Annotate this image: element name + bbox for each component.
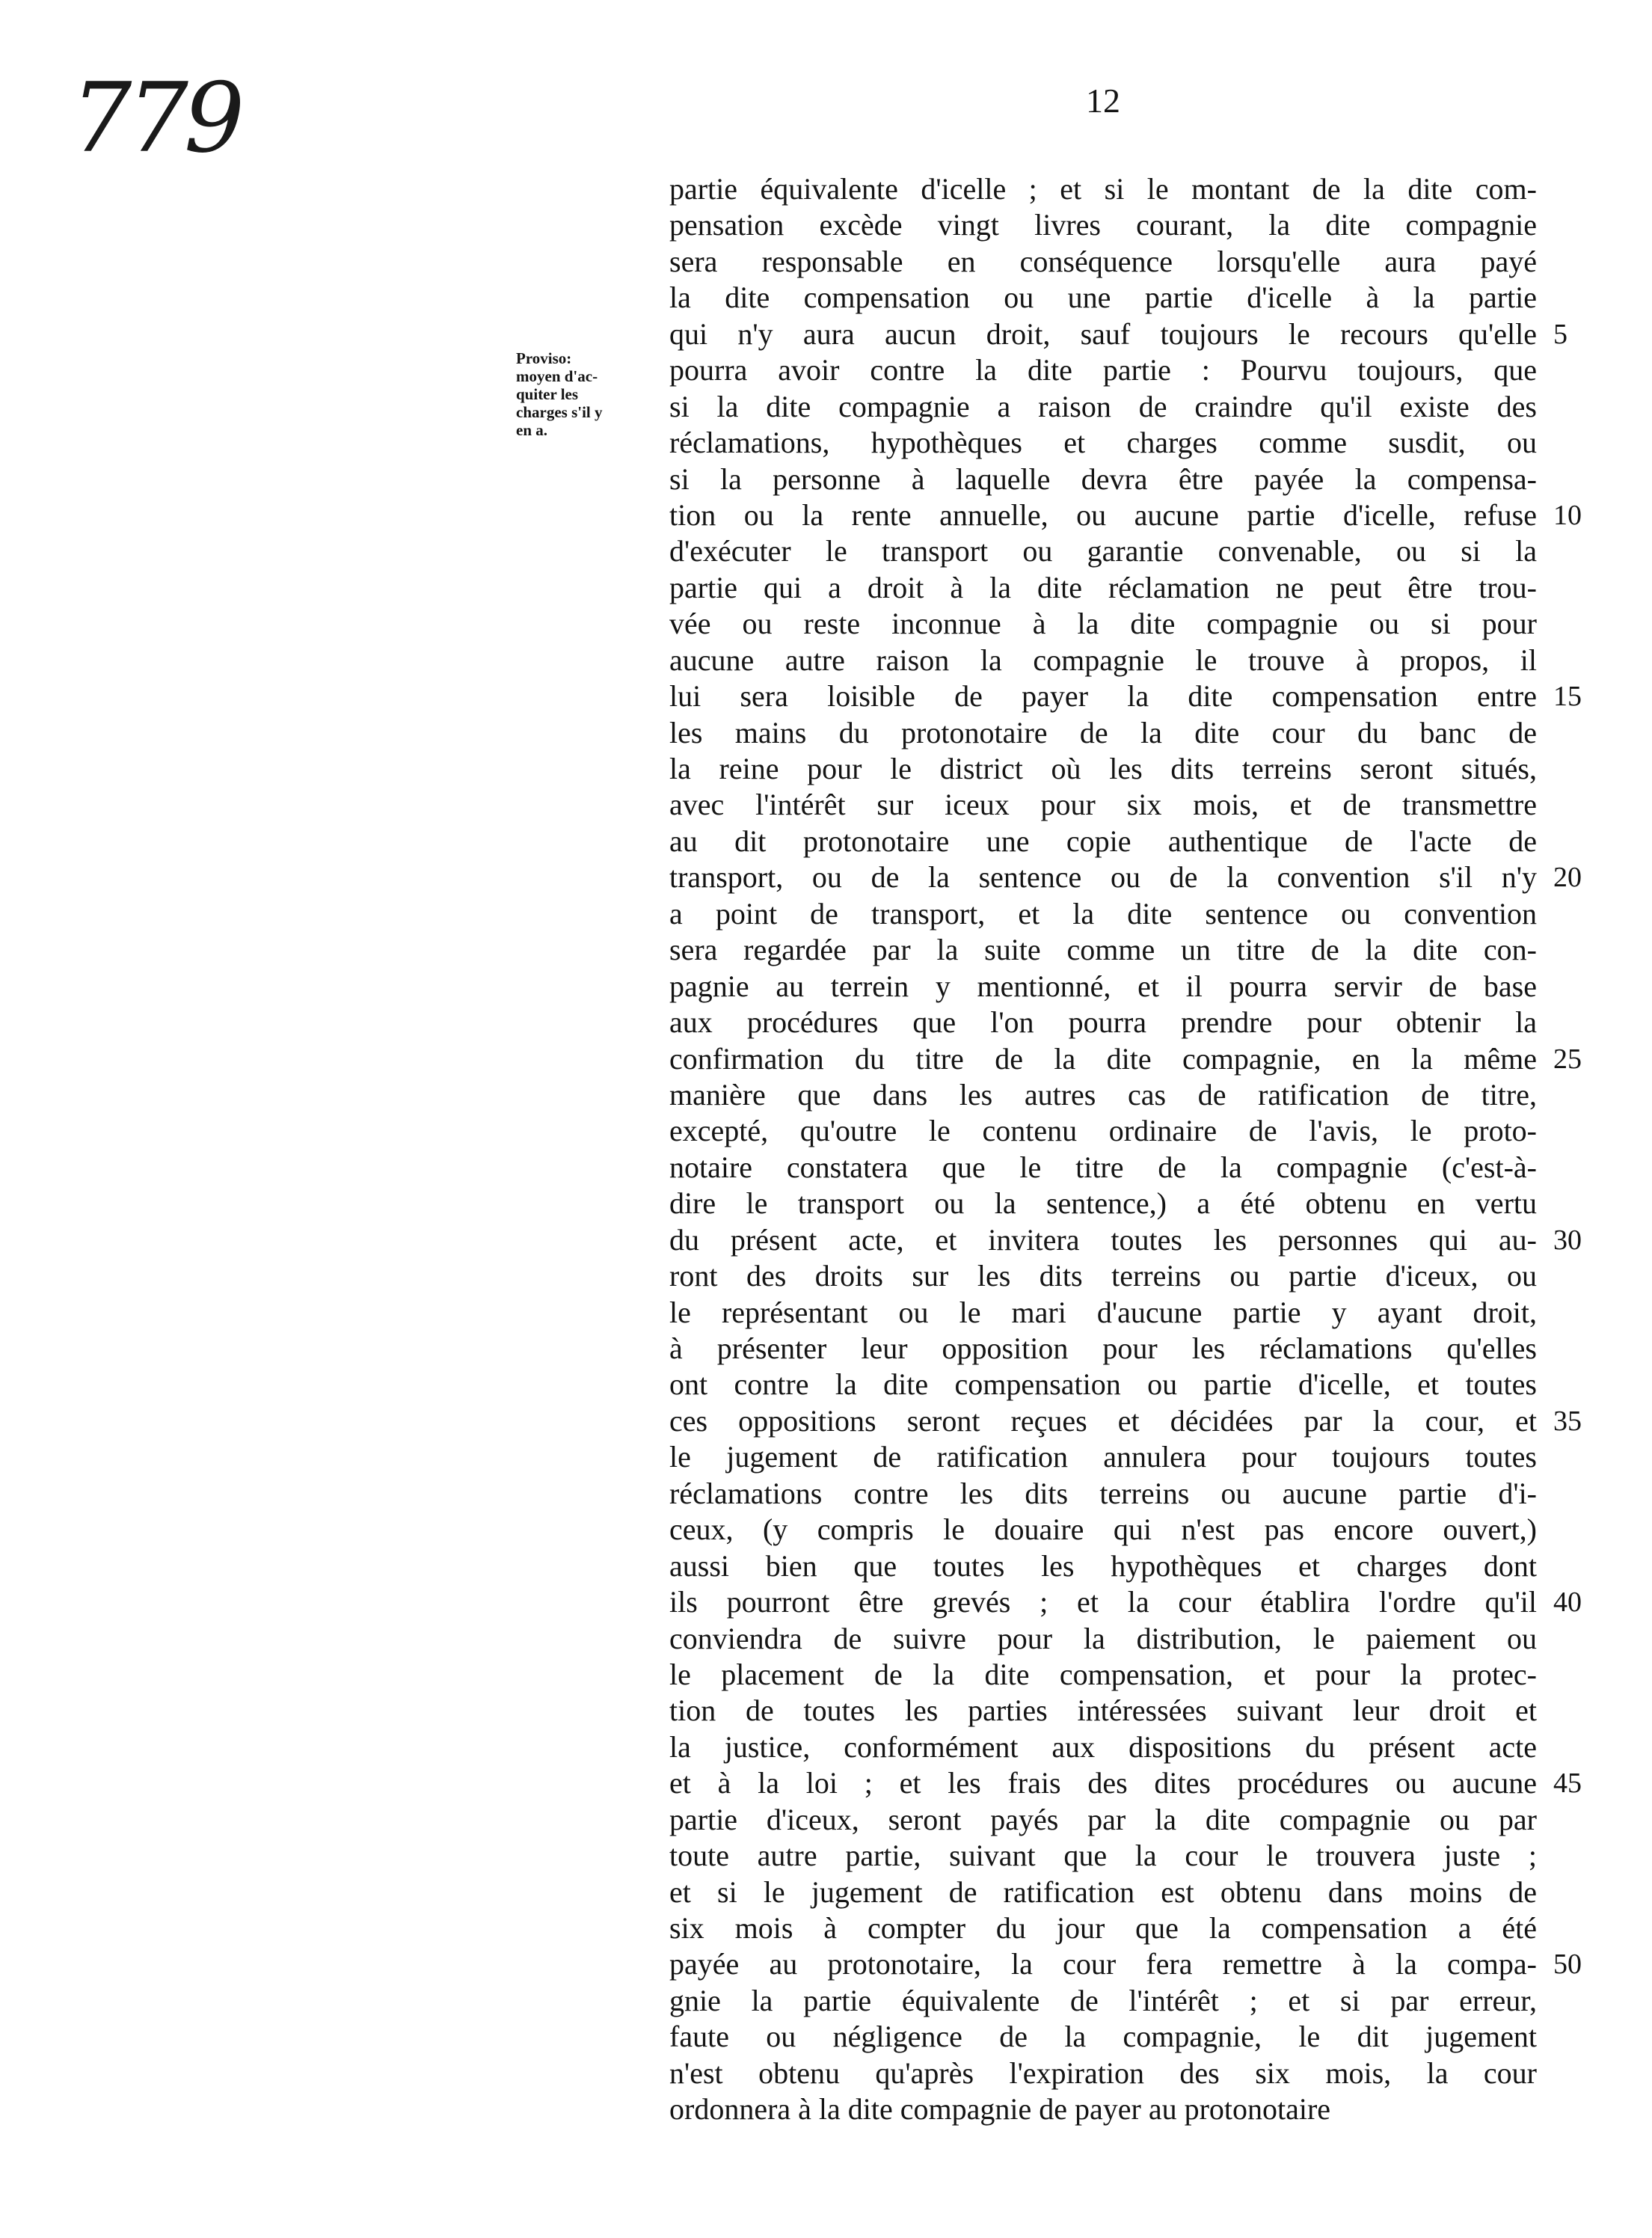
text-line [669, 969, 1537, 1005]
line-text: le jugement de ratification annulera pour toujours toutes [669, 1440, 1537, 1474]
text-line [669, 1403, 1582, 1439]
line-text: tion de toutes les parties intéressées suivant leur droit et [669, 1693, 1537, 1728]
line-number: 25 [1553, 1043, 1582, 1075]
line-text: réclamations contre les dits terreins ou aucune partie d'i- [669, 1476, 1537, 1510]
text-line [669, 1621, 1537, 1657]
line-text: lui sera loisible de payer la dite compensation entre [669, 679, 1537, 714]
line-text: n'est obtenu qu'après l'expiration des six mois, la cour [669, 2055, 1537, 2090]
text-line [669, 497, 1582, 533]
text-line [669, 2091, 1537, 2127]
line-text: partie d'iceux, seront payés par la dite compagnie ou par [669, 1802, 1537, 1836]
line-text: confirmation du titre de la dite compagnie, en la même [669, 1041, 1537, 1076]
text-line [669, 570, 1537, 606]
line-text: d'exécuter le transport ou garantie convenable, ou si la [669, 534, 1537, 568]
text-line [669, 1476, 1537, 1512]
line-text: pensation excède vingt livres courant, la dite compagnie [669, 208, 1537, 242]
text-line [669, 171, 1537, 207]
text-line [669, 1693, 1537, 1729]
body-text [669, 171, 1582, 2128]
text-line [669, 425, 1537, 461]
text-line [669, 643, 1537, 678]
text-line [669, 207, 1537, 243]
text-line [669, 244, 1537, 280]
line-text: ces oppositions seront reçues et décidées par la cour, et [669, 1403, 1537, 1438]
folio-mark: 779 [71, 63, 241, 174]
text-line [669, 462, 1537, 497]
line-text: la reine pour le district où les dits terreins seront situés, [669, 752, 1537, 785]
text-line [669, 2055, 1537, 2091]
text-line [669, 389, 1537, 425]
line-text: faute ou négligence de la compagnie, le dit jugement [669, 2020, 1537, 2054]
text-line [669, 1150, 1537, 1186]
text-line [669, 1222, 1582, 1258]
text-line [669, 678, 1582, 714]
text-line [669, 1874, 1537, 1910]
line-text: ils pourront être grevés ; et la cour établira l'ordre qu'il [669, 1585, 1537, 1619]
margin-note-line: quiter les [516, 385, 579, 403]
text-line [669, 751, 1537, 787]
text-line [669, 1295, 1537, 1331]
line-text: réclamations, hypothèques et charges comme susdit, ou [669, 426, 1537, 460]
line-text: à présenter leur opposition pour les réclamations qu'elles [669, 1331, 1537, 1365]
line-text: ont contre la dite compensation ou partie d'icelle, et toutes [669, 1367, 1537, 1402]
text-line [669, 1838, 1537, 1874]
line-number: 10 [1553, 499, 1582, 531]
line-text: sera regardée par la suite comme un titre de la dite con- [669, 933, 1537, 967]
line-text: partie équivalente d'icelle ; et si le montant de la dite com- [669, 172, 1537, 206]
line-number: 5 [1553, 318, 1567, 350]
line-text: dire le transport ou la sentence,) a été obtenu en vertu [669, 1186, 1537, 1221]
text-line [669, 859, 1582, 895]
line-text: notaire constatera que le titre de la compagnie (c'est-à- [669, 1150, 1537, 1184]
line-text: du présent acte, et invitera toutes les personnes qui au- [669, 1222, 1537, 1257]
line-text: pourra avoir contre la dite partie : Pourvu toujours, que [669, 353, 1537, 387]
text-line [669, 1258, 1537, 1294]
text-line [669, 1439, 1537, 1475]
page-number: 12 [1086, 82, 1120, 120]
text-line [669, 1113, 1537, 1149]
line-text: ordonnera à la dite compagnie de payer au protonotaire [669, 2092, 1331, 2127]
line-number: 50 [1553, 1949, 1582, 1981]
line-text: le placement de la dite compensation, et pour la protec- [669, 1657, 1537, 1691]
text-line [669, 1802, 1537, 1838]
margin-note-line: moyen d'ac- [516, 367, 598, 385]
text-line [669, 1983, 1537, 2019]
line-text: la dite compensation ou une partie d'icelle à la partie [669, 280, 1537, 315]
line-text: et si le jugement de ratification est obtenu dans moins de [669, 1874, 1537, 1909]
line-text: qui n'y aura aucun droit, sauf toujours le recours qu'elle [669, 316, 1537, 351]
text-line [669, 352, 1537, 388]
text-line [669, 280, 1537, 316]
margin-note-line: Proviso: [516, 349, 572, 367]
text-line [669, 1331, 1537, 1367]
line-text: six mois à compter du jour que la compensation a été [669, 1911, 1537, 1945]
text-line [669, 1548, 1537, 1584]
text-line [669, 1367, 1537, 1402]
line-text: excepté, qu'outre le contenu ordinaire de l'avis, le proto- [669, 1114, 1537, 1148]
text-line [669, 1077, 1537, 1113]
text-line [669, 1512, 1537, 1548]
text-line [669, 824, 1537, 859]
line-text: et à la loi ; et les frais des dites procédures ou aucune [669, 1766, 1537, 1800]
line-text: payée au protonotaire, la cour fera remettre à la compa- [669, 1947, 1537, 1981]
text-line [669, 787, 1537, 823]
line-text: la justice, conformément aux dispositions du présent acte [669, 1729, 1537, 1764]
text-line [669, 715, 1537, 751]
line-text: tion ou la rente annuelle, ou aucune partie d'icelle, refuse [669, 497, 1537, 532]
text-line [669, 1765, 1582, 1801]
line-text: transport, ou de la sentence ou de la convention s'il n'y [669, 860, 1537, 895]
line-text: partie qui a droit à la dite réclamation ne peut être trou- [669, 570, 1537, 604]
line-number: 20 [1553, 862, 1582, 894]
text-line [669, 316, 1567, 352]
text-line [669, 1729, 1537, 1765]
text-line [669, 1946, 1582, 1982]
margin-note-line: charges s'il y [516, 403, 603, 421]
line-number: 40 [1553, 1586, 1582, 1619]
line-text: gnie la partie équivalente de l'intérêt ; et si par erreur, [669, 1983, 1537, 2017]
line-text: si la dite compagnie a raison de craindre qu'il existe des [669, 389, 1537, 423]
line-text: au dit protonotaire une copie authentique de l'acte de [669, 824, 1537, 858]
line-text: pagnie au terrein y mentionné, et il pourra servir de base [669, 969, 1537, 1003]
text-line [669, 1910, 1537, 1946]
line-text: le représentant ou le mari d'aucune partie y ayant droit, [669, 1295, 1537, 1329]
line-number: 35 [1553, 1405, 1582, 1437]
text-line [669, 1041, 1582, 1077]
margin-note [516, 349, 673, 439]
margin-note-line: en a. [516, 421, 547, 439]
line-number: 30 [1553, 1224, 1582, 1256]
text-line [669, 1584, 1582, 1620]
line-text: si la personne à laquelle devra être payée la compensa- [669, 462, 1537, 496]
line-number: 15 [1553, 681, 1582, 713]
line-text: avec l'intérêt sur iceux pour six mois, et de transmettre [669, 788, 1537, 822]
text-line [669, 932, 1537, 968]
text-line [669, 606, 1537, 642]
line-text: aux procédures que l'on pourra prendre pour obtenir la [669, 1005, 1537, 1040]
line-number: 45 [1553, 1768, 1582, 1800]
line-text: sera responsable en conséquence lorsqu'elle aura payé [669, 244, 1537, 278]
line-text: ront des droits sur les dits terreins ou partie d'iceux, ou [669, 1259, 1537, 1293]
line-text: les mains du protonotaire de la dite cour du banc de [669, 715, 1537, 749]
line-text: vée ou reste inconnue à la dite compagnie ou si pour [669, 607, 1537, 641]
line-text: a point de transport, et la dite sentence ou convention [669, 896, 1537, 931]
line-text: ceux, (y compris le douaire qui n'est pas encore ouvert,) [669, 1512, 1537, 1547]
text-line [669, 1657, 1537, 1693]
line-text: conviendra de suivre pour la distribution, le paiement ou [669, 1621, 1537, 1655]
text-line [669, 896, 1537, 932]
text-line [669, 1005, 1537, 1040]
text-line [669, 1186, 1537, 1221]
text-line [669, 533, 1537, 569]
text-line [669, 2019, 1537, 2055]
line-text: aucune autre raison la compagnie le trouve à propos, il [669, 643, 1537, 677]
line-text: manière que dans les autres cas de ratification de titre, [669, 1077, 1537, 1112]
line-text: aussi bien que toutes les hypothèques et charges dont [669, 1548, 1537, 1583]
line-text: toute autre partie, suivant que la cour le trouvera juste ; [669, 1839, 1537, 1873]
